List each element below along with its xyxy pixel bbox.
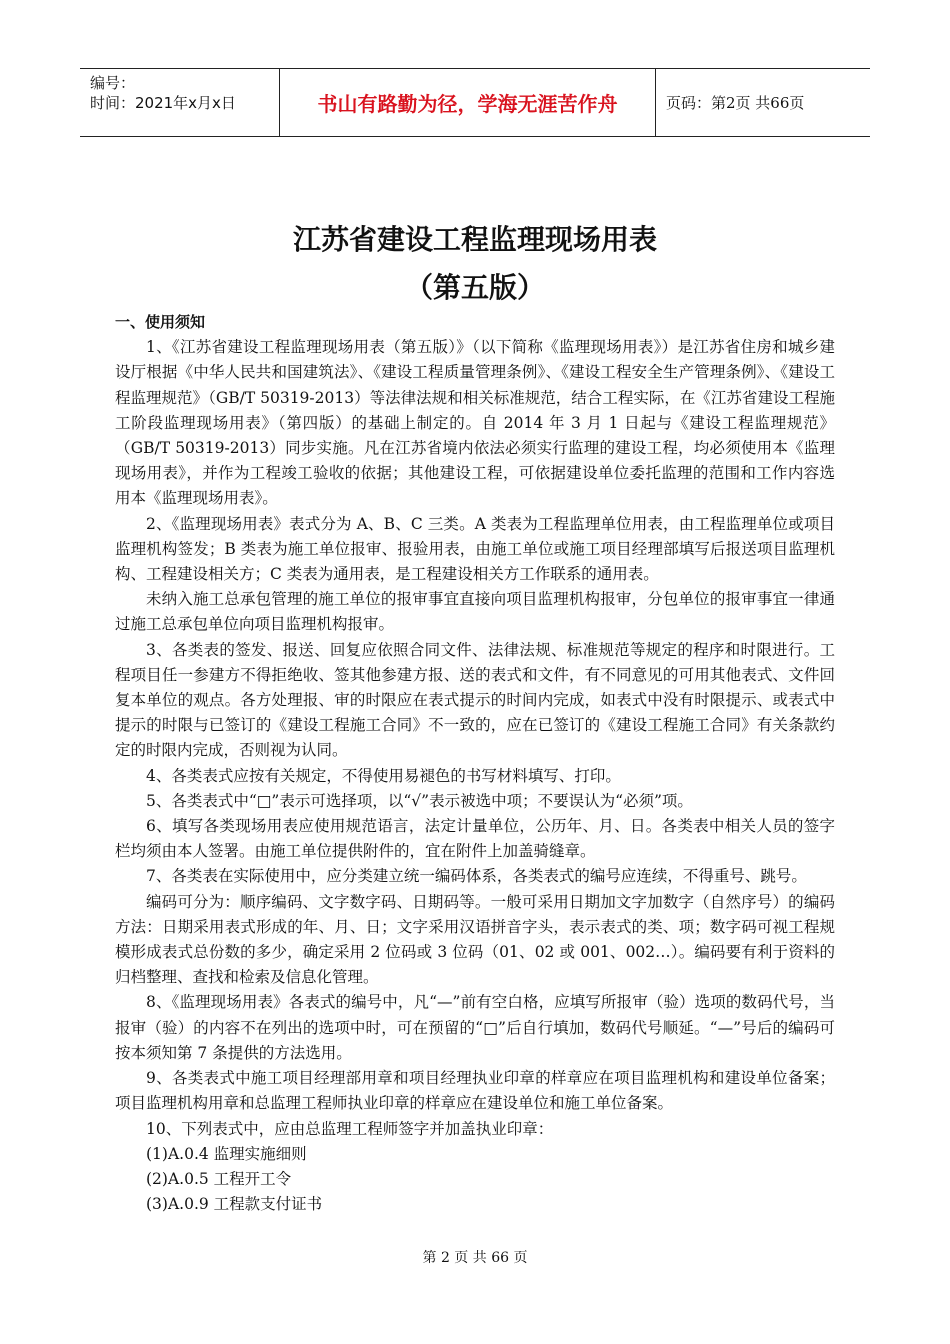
- list-item: (2)A.0.5 工程开工令: [146, 1169, 292, 1188]
- page-footer: 第 2 页 共 66 页: [422, 1250, 528, 1266]
- paragraph: 7、各类表在实际使用中，应分类建立统一编码体系，各类表式的编号应连续，不得重号、跳号。: [146, 867, 807, 886]
- list-item: (3)A.0.9 工程款支付证书: [146, 1195, 323, 1214]
- header-motto: 书山有路勤为径，学海无涯苦作舟: [280, 69, 656, 136]
- paragraph: 编码可分为：顺序编码、文字数字码、日期码等。一般可采用日期加文字加数字（自然序号）的编码方法：日期采用表式形成的年、月、日；文字采用汉语拼音字头，表示表式的类、项；数字码可视工程规模形成表式总份数的多少，确定采用 2 位码或 3 位码（01、02 或 001、002…）。编码要有利于资料的归档整理、查找和检索及信息化管理。: [115, 892, 835, 987]
- paragraph: 6、填写各类现场用表应使用规范语言，法定计量单位，公历年、月、日。各类表中相关人员的签字栏均须由本人签署。由施工单位提供附件的，宜在附件上加盖骑缝章。: [115, 817, 835, 861]
- paragraph: 5、各类表式中“□”表示可选择项，以“√”表示被选中项；不要误认为“必须”项。: [146, 791, 693, 810]
- document-subtitle: （第五版）: [404, 271, 545, 304]
- document-title: 江苏省建设工程监理现场用表: [292, 223, 657, 256]
- paragraph: 未纳入施工总承包管理的施工单位的报审事宜直接向项目监理机构报审，分包单位的报审事宜一律通过施工总承包单位向项目监理机构报审。: [115, 590, 835, 634]
- document-body: [115, 310, 835, 1217]
- header-left-cell: [80, 69, 280, 136]
- paragraph: 3、各类表的签发、报送、回复应依照合同文件、法律法规、标准规范等规定的程序和时限进行。工程项目任一参建方不得拒绝收、签其他参建方报、送的表式和文件，有不同意见的可用其他表式、文件回复本单位的观点。各方处理报、审的时限应在表式提示的时间内完成，如表式中没有时限提示、或表式中提示的时限与已签订的《建设工程施工合同》不一致的，应在已签订的《建设工程施工合同》有关条款约定的时限内完成，否则视为认同。: [115, 640, 835, 760]
- paragraph: 2、《监理现场用表》表式分为 A、B、C 三类。A 类表为工程监理单位用表，由工程监理单位或项目监理机构签发；B 类表为施工单位报审、报验用表，由施工单位或施工项目经理部填写后报送项目监理机构、工程建设相关方；C 类表为通用表，是工程建设相关方工作联系的通用表。: [115, 514, 835, 584]
- section-heading: 一、使用须知: [115, 313, 206, 331]
- time-label: 时间：2021年x月x日: [90, 94, 236, 112]
- header-page-info: 页码：第2页 共66页: [666, 94, 805, 112]
- paragraph: 10、下列表式中，应由总监理工程师签字并加盖执业印章：: [146, 1119, 554, 1138]
- number-label: 编号：: [90, 74, 136, 92]
- paragraph: 1、《江苏省建设工程监理现场用表（第五版）》（以下简称《监理现场用表》）是江苏省住房和城乡建设厅根据《中华人民共和国建筑法》、《建设工程质量管理条例》、《建设工程安全生产管理条例》、《建设工程监理规范》（GB/T 50319-2013）等法律法规和相关标准规范，结合工程实际，在《江苏省建设工程施工阶段监理现场用表》（第四版）的基础上制定的。自 2014 年 3 月 1 日起与《建设工程监理规范》（GB/T 50319-2013）同步实施。凡在江苏省境内依法必须实行监理的建设工程，均必须使用本《监理现场用表》，并作为工程竣工验收的依据；其他建设工程，可依据建设单位委托监理的范围和工作内容选用本《监理现场用表》。: [115, 338, 836, 508]
- paragraph: 9、各类表式中施工项目经理部用章和项目经理执业印章的样章应在项目监理机构和建设单位备案；项目监理机构用章和总监理工程师执业印章的样章应在建设单位和施工单位备案。: [115, 1069, 835, 1113]
- paragraph: 4、各类表式应按有关规定，不得使用易褪色的书写材料填写、打印。: [146, 766, 621, 785]
- paragraph: 8、《监理现场用表》各表式的编号中，凡“—”前有空白格，应填写所报审（验）选项的数码代号，当报审（验）的内容不在列出的选项中时，可在预留的“□”后自行填加，数码代号顺延。“—”号后的编码可按本须知第 7 条提供的方法选用。: [115, 993, 835, 1062]
- page-header: [80, 68, 870, 137]
- list-item: (1)A.0.4 监理实施细则: [146, 1144, 307, 1163]
